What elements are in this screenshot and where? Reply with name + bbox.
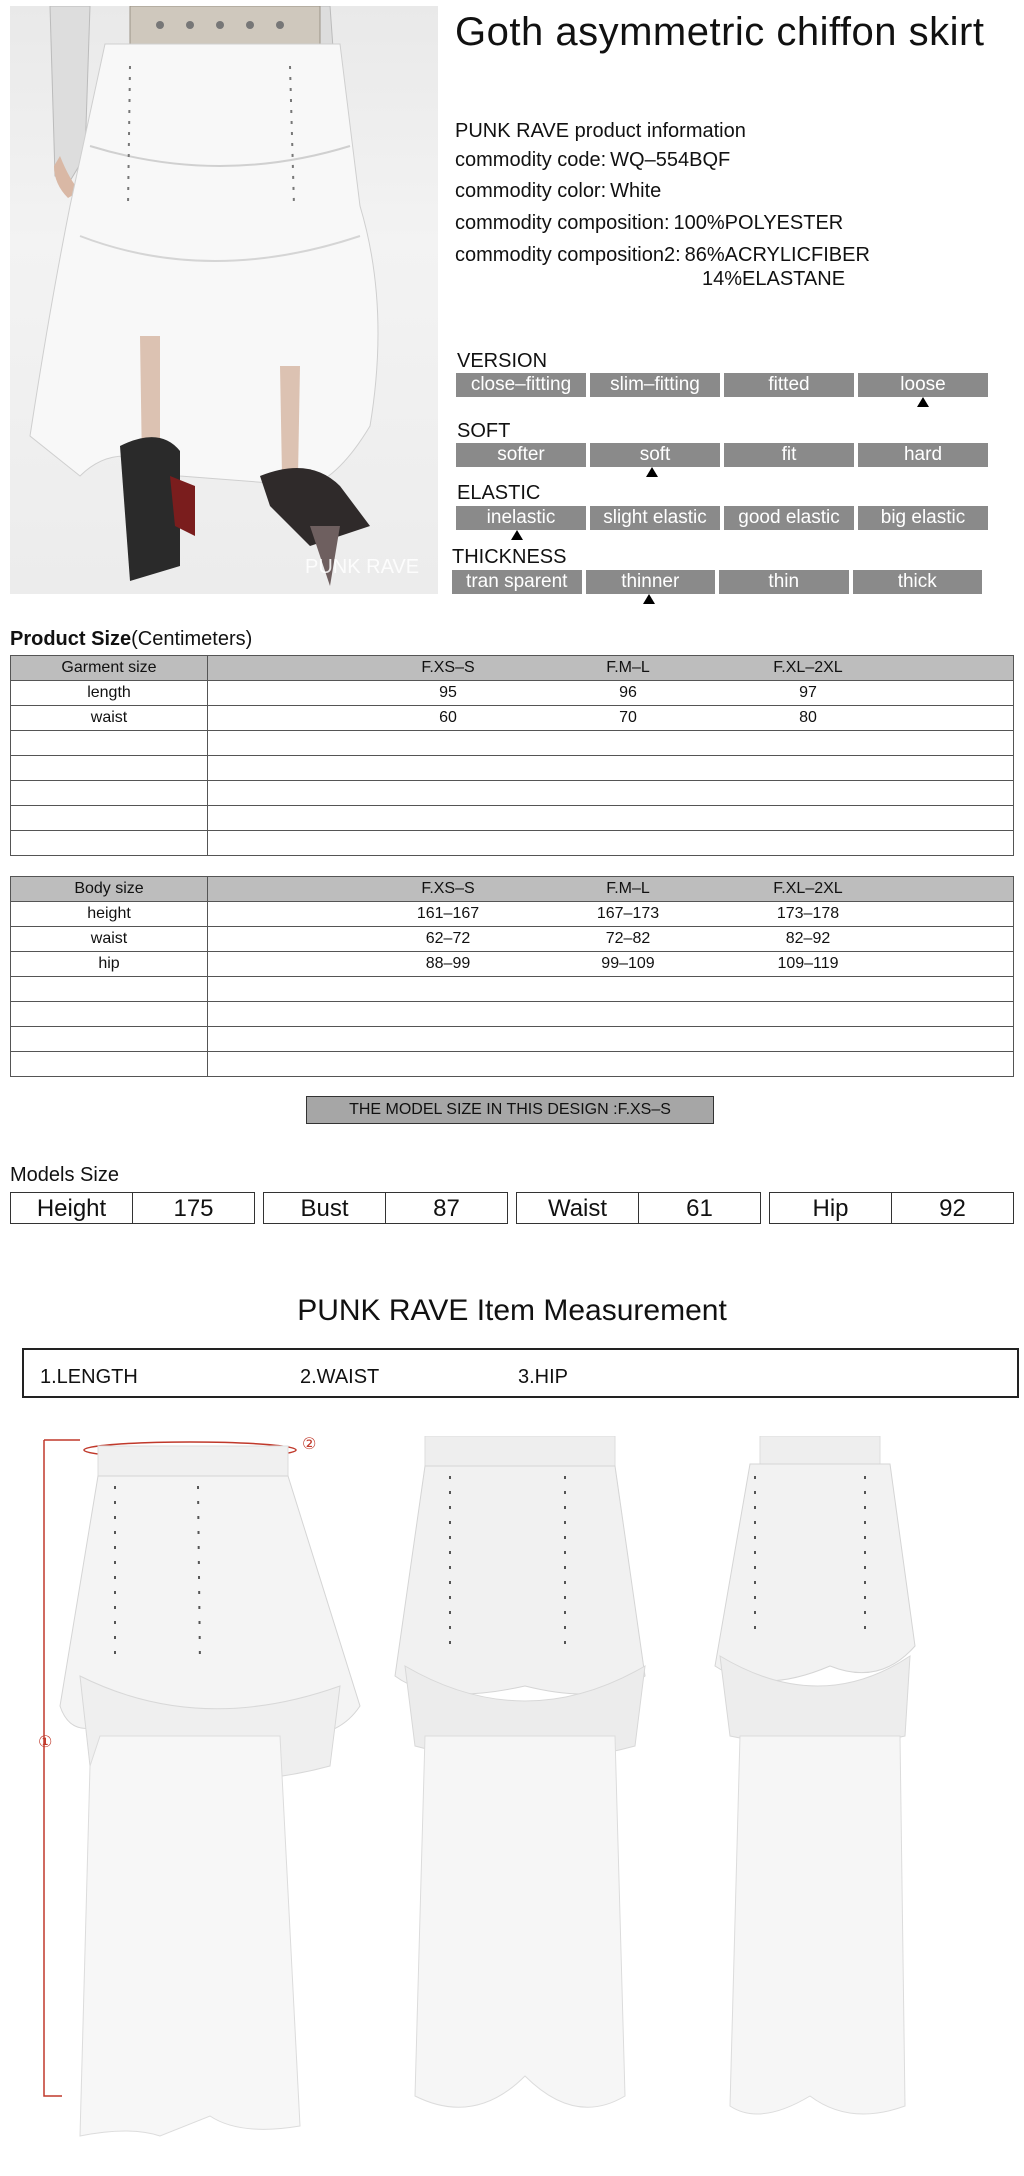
table-row-empty: [11, 806, 1014, 831]
size-column: F.M–L: [606, 880, 650, 897]
skirt-front-illustration: [40, 1436, 370, 2156]
scale-soft: [456, 443, 988, 467]
cell-value: 88–99: [425, 955, 471, 972]
model-measure-value: 87: [433, 1195, 460, 1222]
model-illustration: [10, 6, 438, 594]
cell-value: 173–178: [776, 905, 840, 922]
scale-option: slight elastic: [590, 506, 720, 530]
table-row: [11, 952, 1014, 977]
table-row-empty: [11, 781, 1014, 806]
measurement-item-length: 1.LENGTH: [40, 1366, 138, 1388]
scale-option: soft: [590, 443, 720, 467]
body-size-table: [10, 876, 1014, 1077]
model-measure-label: Hip: [770, 1193, 892, 1223]
table-row-empty: [11, 756, 1014, 781]
table-row: [11, 706, 1014, 731]
table-row: [11, 902, 1014, 927]
info-header: PUNK RAVE product information: [455, 120, 746, 142]
scale-option: thin: [719, 570, 849, 594]
info-label: commodity color:: [455, 180, 607, 202]
table-header-cell: Body size: [11, 877, 208, 902]
watermark: PUNK RAVE: [305, 556, 420, 578]
cell-value: 70: [619, 709, 637, 726]
scale-option: hard: [858, 443, 988, 467]
cell-value: 72–82: [605, 930, 651, 947]
info-label: commodity composition:: [455, 212, 670, 234]
info-code: [455, 149, 730, 172]
row-name: waist: [11, 927, 208, 952]
size-column: F.XL–2XL: [773, 880, 843, 897]
cell-value: 167–173: [596, 905, 660, 922]
measurement-item-hip: 3.HIP: [518, 1366, 569, 1388]
table-row-empty: [11, 1027, 1014, 1052]
model-measure-value: 92: [939, 1195, 966, 1222]
scale-thickness: [452, 570, 982, 594]
cell-value: 161–167: [416, 905, 480, 922]
row-values: [208, 902, 1014, 927]
table-header-cell: Garment size: [11, 656, 208, 681]
size-column: F.XS–S: [421, 659, 475, 676]
info-value: 86%ACRYLICFIBER: [684, 244, 870, 266]
scale-elastic: [456, 506, 988, 530]
info-value: WQ–554BQF: [610, 149, 731, 171]
scale-option: loose: [858, 373, 988, 397]
row-values: [208, 706, 1014, 731]
info-color: [455, 180, 661, 203]
table-row-empty: [11, 977, 1014, 1002]
table-row: [11, 681, 1014, 706]
model-measure-bust: [263, 1192, 508, 1224]
row-name: waist: [11, 706, 208, 731]
scale-option: tran sparent: [452, 570, 582, 594]
info-value: 100%POLYESTER: [673, 212, 844, 234]
model-size-banner: THE MODEL SIZE IN THIS DESIGN :F.XS–S: [306, 1096, 714, 1124]
skirt-side-photo: [700, 1436, 930, 2156]
cell-value: 96: [619, 684, 637, 701]
row-name: height: [11, 902, 208, 927]
length-marker: ①: [38, 1734, 53, 1751]
row-values: [208, 952, 1014, 977]
garment-size-table: [10, 655, 1014, 856]
model-measure-label: Waist: [517, 1193, 639, 1223]
info-label: commodity code:: [455, 149, 607, 171]
scale-label-thickness: THICKNESS: [452, 546, 567, 568]
length-measure-line: [44, 1440, 62, 2096]
model-measure-value: 175: [173, 1195, 214, 1222]
table-header-row: [11, 877, 1014, 902]
scale-label-version: VERSION: [457, 350, 548, 372]
model-measure-label: Height: [11, 1193, 133, 1223]
model-measure-value: 61: [686, 1195, 713, 1222]
table-row-empty: [11, 831, 1014, 856]
size-column: F.XL–2XL: [773, 659, 843, 676]
row-name: length: [11, 681, 208, 706]
cell-value: 82–92: [785, 930, 831, 947]
size-column: F.XS–S: [421, 880, 475, 897]
row-values: [208, 927, 1014, 952]
scale-marker-soft: [646, 467, 658, 477]
product-title: Goth asymmetric chiffon skirt: [455, 10, 985, 54]
measurement-title: PUNK RAVE Item Measurement: [297, 1294, 727, 1327]
cell-value: 109–119: [777, 955, 839, 972]
scale-option: big elastic: [858, 506, 988, 530]
scale-label-soft: SOFT: [457, 420, 511, 442]
model-measure-hip: [769, 1192, 1014, 1224]
product-size-unit: (Centimeters): [131, 628, 253, 650]
table-header-sizes: [208, 877, 1014, 902]
model-measure-label: Bust: [264, 1193, 386, 1223]
skirt-front-photo: [40, 1436, 370, 2156]
models-size-title: Models Size: [10, 1164, 119, 1186]
cell-value: 62–72: [425, 930, 471, 947]
scale-option: fit: [724, 443, 854, 467]
info-composition2: [455, 244, 870, 267]
scale-option: thick: [853, 570, 983, 594]
table-row-empty: [11, 1002, 1014, 1027]
product-photo-model: [10, 6, 438, 594]
scale-option: slim–fitting: [590, 373, 720, 397]
cell-value: 95: [439, 684, 457, 701]
scale-option: thinner: [586, 570, 716, 594]
product-size-title-text: Product Size: [10, 628, 132, 650]
product-size-title: [10, 628, 252, 651]
row-name: hip: [11, 952, 208, 977]
scale-option: close–fitting: [456, 373, 586, 397]
cell-value: 99–109: [601, 955, 655, 972]
scale-option: fitted: [724, 373, 854, 397]
scale-version: [456, 373, 988, 397]
cell-value: 60: [439, 709, 457, 726]
skirt-side-illustration: [700, 1436, 930, 2156]
info-composition: [455, 212, 843, 235]
scale-option: good elastic: [724, 506, 854, 530]
info-label: commodity composition2:: [455, 244, 681, 266]
scale-option: inelastic: [456, 506, 586, 530]
skirt-back-photo: [375, 1436, 665, 2156]
table-header-row: [11, 656, 1014, 681]
scale-option: softer: [456, 443, 586, 467]
scale-marker-thickness: [643, 594, 655, 604]
model-measure-waist: [516, 1192, 761, 1224]
scale-marker-version: [917, 397, 929, 407]
table-row-empty: [11, 1052, 1014, 1077]
skirt-back-illustration: [375, 1436, 665, 2156]
row-values: [208, 681, 1014, 706]
measurement-item-waist: 2.WAIST: [300, 1366, 380, 1388]
size-column: F.M–L: [606, 659, 650, 676]
info-composition2-second: 14%ELASTANE: [702, 268, 846, 290]
waist-marker: ②: [302, 1436, 317, 1453]
table-row: [11, 927, 1014, 952]
info-value: White: [610, 180, 662, 202]
scale-label-elastic: ELASTIC: [457, 482, 541, 504]
scale-marker-elastic: [511, 530, 523, 540]
model-measure-height: [10, 1192, 255, 1224]
table-header-sizes: [208, 656, 1014, 681]
cell-value: 97: [799, 684, 817, 701]
models-size-row: [10, 1192, 1014, 1224]
table-row-empty: [11, 731, 1014, 756]
cell-value: 80: [799, 709, 817, 726]
